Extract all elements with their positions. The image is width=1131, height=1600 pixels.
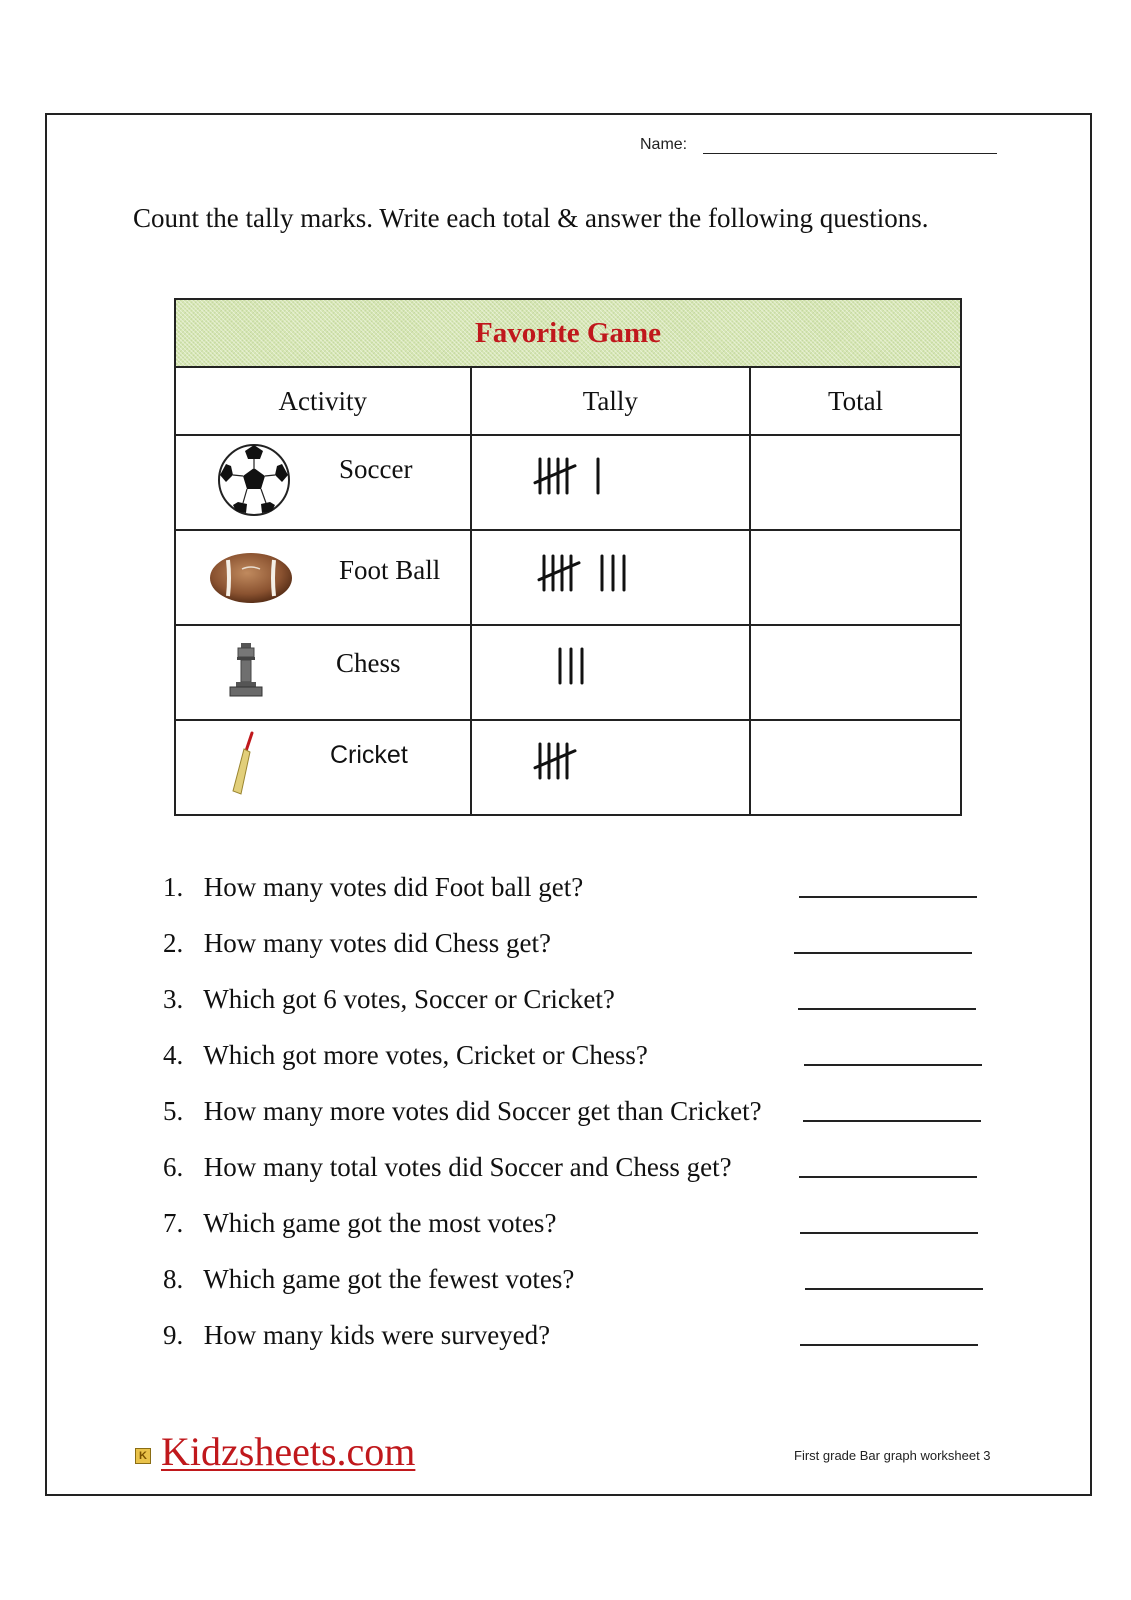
question-number: 4. (163, 1040, 184, 1070)
answer-blank[interactable] (803, 1120, 981, 1122)
worksheet-caption: First grade Bar graph worksheet 3 (794, 1448, 991, 1463)
question-text: Which got more votes, Cricket or Chess? (203, 1040, 648, 1070)
question-number: 7. (163, 1208, 184, 1238)
tally-marks (472, 531, 751, 624)
question-item (163, 982, 1013, 1038)
question-item (163, 1206, 1013, 1262)
question-number: 1. (163, 872, 184, 902)
question-item (163, 870, 1013, 926)
soccer-ball-icon (216, 442, 292, 518)
question-text: Which game got the most votes? (203, 1208, 557, 1238)
question-text: How many votes did Chess get? (203, 928, 551, 958)
cricket-bat-icon (226, 731, 260, 797)
table-title: Favorite Game (175, 299, 961, 367)
question-list (163, 870, 1013, 1374)
tally-marks (472, 721, 751, 814)
site-logo[interactable] (135, 1428, 415, 1475)
activity-label: Cricket (330, 741, 408, 769)
answer-blank[interactable] (794, 952, 972, 954)
question-item (163, 1262, 1013, 1318)
question-text: How many total votes did Soccer and Chess get? (203, 1152, 732, 1182)
football-icon (208, 551, 294, 605)
chess-bishop-icon (226, 642, 266, 698)
column-header-total: Total (750, 367, 961, 435)
column-header-activity: Activity (175, 367, 471, 435)
table-row (175, 435, 961, 530)
question-number: 9. (163, 1320, 184, 1350)
question-item (163, 1094, 1013, 1150)
question-number: 3. (163, 984, 184, 1014)
activity-label: Chess (336, 648, 401, 678)
question-text: How many more votes did Soccer get than Cricket? (203, 1096, 762, 1126)
question-item (163, 1318, 1013, 1374)
total-cell[interactable] (750, 435, 961, 530)
answer-blank[interactable] (799, 1176, 977, 1178)
question-text: Which got 6 votes, Soccer or Cricket? (203, 984, 615, 1014)
activity-label: Foot Ball (339, 555, 441, 585)
total-cell[interactable] (750, 625, 961, 720)
question-item (163, 1150, 1013, 1206)
instructions: Count the tally marks. Write each total & answer the following questions. (133, 203, 929, 233)
name-label: Name: (640, 136, 688, 153)
tally-table (174, 298, 962, 816)
tally-marks (472, 626, 751, 719)
answer-blank[interactable] (805, 1288, 983, 1290)
name-blank-line[interactable] (703, 139, 997, 154)
question-item (163, 1038, 1013, 1094)
activity-label: Soccer (339, 454, 413, 484)
table-row (175, 625, 961, 720)
name-field[interactable] (640, 136, 997, 154)
total-cell[interactable] (750, 530, 961, 625)
question-number: 6. (163, 1152, 184, 1182)
answer-blank[interactable] (800, 1344, 978, 1346)
question-number: 8. (163, 1264, 184, 1294)
question-text: How many kids were surveyed? (203, 1320, 551, 1350)
question-text: Which game got the fewest votes? (203, 1264, 575, 1294)
question-number: 5. (163, 1096, 184, 1126)
question-text: How many votes did Foot ball get? (203, 872, 584, 902)
answer-blank[interactable] (804, 1064, 982, 1066)
question-number: 2. (163, 928, 184, 958)
tally-marks (472, 436, 751, 529)
question-item (163, 926, 1013, 982)
answer-blank[interactable] (798, 1008, 976, 1010)
answer-blank[interactable] (799, 896, 977, 898)
table-row (175, 720, 961, 815)
answer-blank[interactable] (800, 1232, 978, 1234)
column-header-tally: Tally (471, 367, 750, 435)
logo-k-icon: K (135, 1448, 151, 1464)
table-row (175, 530, 961, 625)
site-link[interactable]: Kidzsheets.com (161, 1429, 416, 1474)
total-cell[interactable] (750, 720, 961, 815)
